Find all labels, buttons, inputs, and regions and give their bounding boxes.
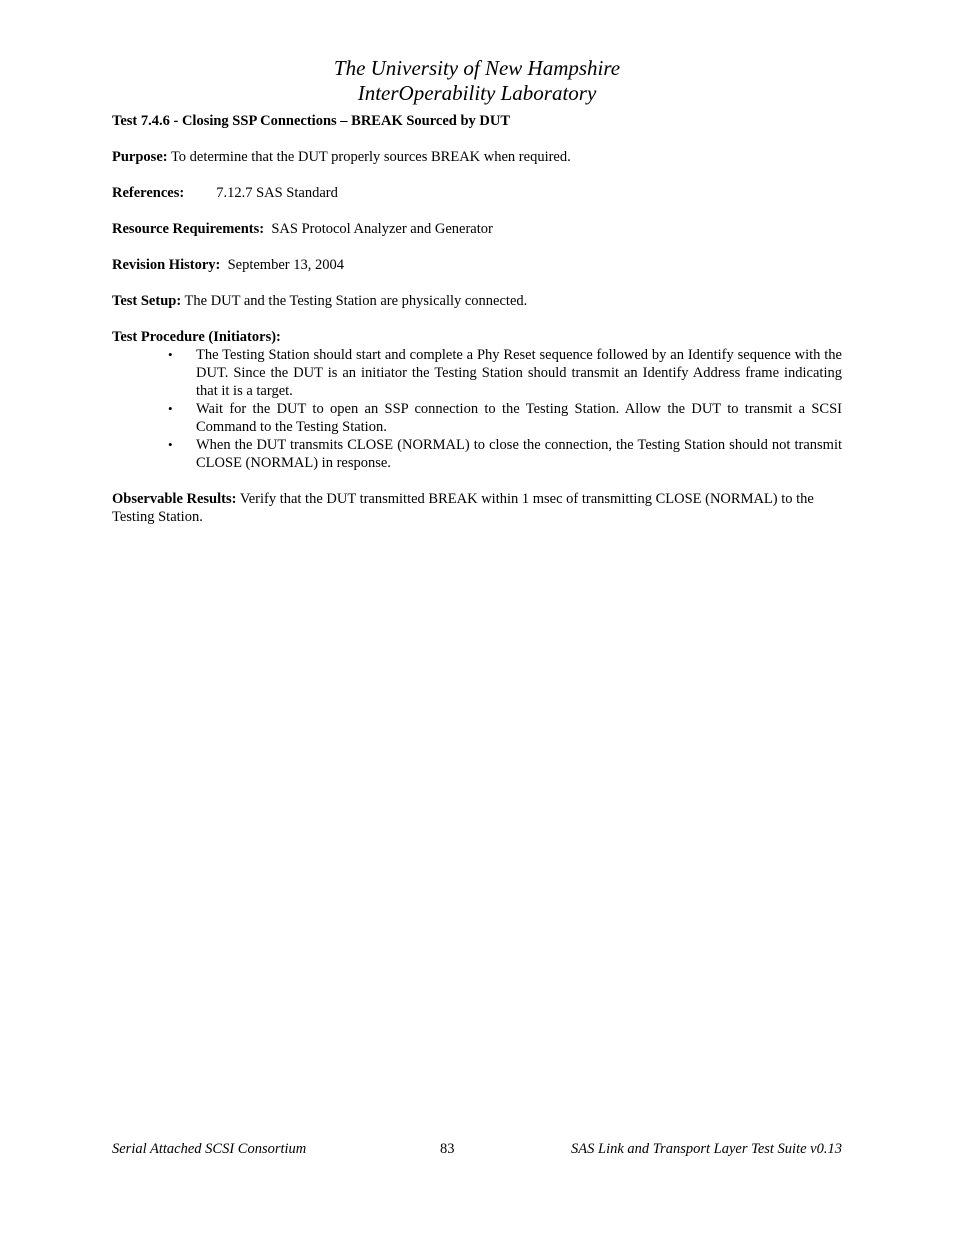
observable-results-label: Observable Results: (112, 491, 237, 507)
observable-results-section (112, 490, 842, 526)
procedure-steps (112, 346, 842, 472)
revision-history-text: September 13, 2004 (220, 257, 344, 273)
test-setup-text: The DUT and the Testing Station are physically connected. (181, 293, 528, 309)
test-setup-label: Test Setup: (112, 293, 182, 309)
references-label: References: (112, 185, 185, 201)
procedure-heading: Test Procedure (Initiators): (112, 329, 281, 345)
procedure-step (112, 436, 842, 472)
resource-requirements-section (112, 220, 842, 238)
observable-results-text: Verify that the DUT transmitted BREAK within 1 msec of transmitting CLOSE (NORMAL) to the Testing Station. (112, 491, 814, 525)
bullet-icon: • (168, 437, 173, 452)
page-number: 83 (440, 1141, 455, 1157)
document-body (112, 112, 842, 544)
page-header (0, 56, 954, 106)
procedure-step (112, 346, 842, 400)
purpose-section (112, 148, 842, 166)
resource-requirements-text: SAS Protocol Analyzer and Generator (264, 221, 493, 237)
resource-requirements-label: Resource Requirements: (112, 221, 265, 237)
procedure-step (112, 400, 842, 436)
procedure-step-text: When the DUT transmits CLOSE (NORMAL) to close the connection, the Testing Station should not transmit CLOSE (NORMAL) in response. (196, 437, 842, 471)
revision-history-section (112, 256, 842, 274)
footer-suite-title: SAS Link and Transport Layer Test Suite v0.13 (571, 1141, 842, 1157)
bullet-icon: • (168, 347, 173, 362)
purpose-label: Purpose: (112, 149, 168, 165)
test-title: Test 7.4.6 - Closing SSP Connections – BREAK Sourced by DUT (112, 113, 511, 129)
bullet-icon: • (168, 401, 173, 416)
revision-history-label: Revision History: (112, 257, 221, 273)
procedure-step-text: The Testing Station should start and complete a Phy Reset sequence followed by an Identify sequence with the DUT. Since the DUT is an initiator the Testing Station should transmit an Identify Address frame indicating that it is a target. (196, 347, 842, 399)
references-section (112, 184, 842, 202)
header-institution: The University of New Hampshire (333, 56, 621, 80)
header-lab: InterOperability Laboratory (357, 81, 597, 105)
test-setup-section (112, 292, 842, 310)
footer-consortium: Serial Attached SCSI Consortium (112, 1141, 307, 1157)
purpose-text: To determine that the DUT properly sources BREAK when required. (167, 149, 571, 165)
procedure-step-text: Wait for the DUT to open an SSP connection to the Testing Station. Allow the DUT to transmit a SCSI Command to the Testing Station. (196, 401, 842, 435)
references-text: 7.12.7 SAS Standard (216, 185, 338, 201)
page-footer (112, 1140, 842, 1160)
